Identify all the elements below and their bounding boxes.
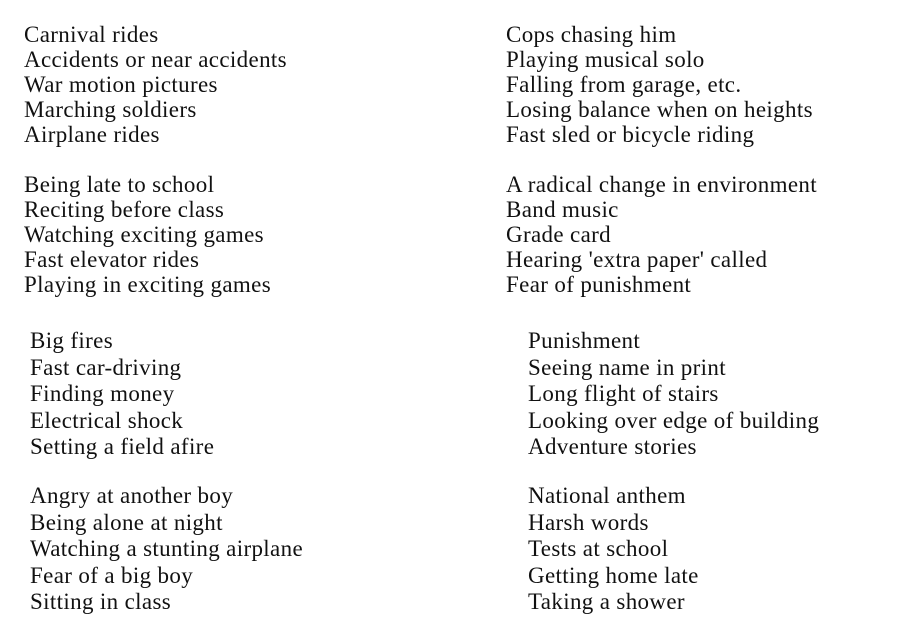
list-item: Fast sled or bicycle riding (506, 122, 755, 147)
list-item: Seeing name in print (528, 354, 726, 380)
list-item: Carnival rides (24, 22, 159, 47)
list-item: Accidents or near accidents (24, 47, 287, 72)
list-item: Falling from garage, etc. (506, 72, 742, 97)
list-item: Watching a stunting airplane (30, 536, 304, 561)
list-item: National anthem (528, 483, 686, 508)
list-group (528, 328, 819, 461)
list-item: Hearing 'extra paper' called (506, 247, 768, 272)
list-group (30, 328, 214, 461)
list-group (506, 172, 817, 297)
list-item: Long flight of stairs (528, 381, 719, 406)
list-item: Band music (506, 197, 619, 222)
list-item: Finding money (30, 381, 175, 406)
list-item: Tests at school (528, 536, 669, 561)
list-item: A radical change in environment (506, 172, 818, 197)
list-group (24, 172, 271, 297)
list-item: Playing musical solo (506, 47, 705, 72)
list-item: Sitting in class (30, 589, 172, 614)
list-group (24, 22, 287, 147)
list-item: Being late to school (24, 172, 215, 197)
list-item: Looking over edge of building (528, 407, 820, 433)
list-item: Setting a field afire (30, 434, 215, 459)
list-item: Losing balance when on heights (506, 97, 813, 122)
list-item: Fast car-driving (30, 354, 182, 380)
list-group (528, 483, 699, 616)
list-group (30, 483, 303, 616)
list-item: Getting home late (528, 562, 699, 588)
list-item: Reciting before class (24, 197, 225, 222)
list-item: Being alone at night (30, 509, 223, 535)
list-item: Fast elevator rides (24, 247, 200, 272)
list-item: Angry at another boy (30, 483, 234, 508)
list-item: Adventure stories (528, 434, 697, 459)
list-item: Cops chasing him (506, 22, 677, 47)
list-group (506, 22, 813, 147)
list-item: Grade card (506, 222, 612, 247)
list-item: Big fires (30, 328, 113, 353)
list-item: Taking a shower (528, 589, 685, 614)
list-item: Playing in exciting games (24, 272, 272, 297)
list-item: Harsh words (528, 509, 649, 535)
list-item: Marching soldiers (24, 97, 197, 122)
list-item: Fear of punishment (506, 272, 692, 297)
list-item: Punishment (528, 328, 641, 353)
list-item: Airplane rides (24, 122, 160, 147)
list-item: Fear of a big boy (30, 562, 194, 588)
list-item: Electrical shock (30, 407, 184, 433)
list-item: War motion pictures (24, 72, 218, 97)
list-item: Watching exciting games (24, 222, 264, 247)
